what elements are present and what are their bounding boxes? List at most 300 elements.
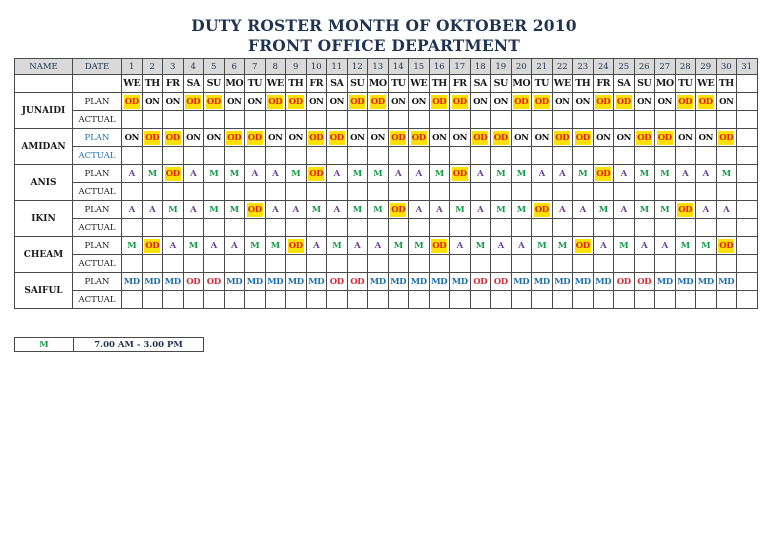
shift-cell [552, 273, 573, 291]
actual-cell [675, 255, 696, 273]
actual-cell [142, 219, 163, 237]
actual-cell [286, 183, 307, 201]
shift-code: OD [596, 168, 611, 179]
shift-code: OD [514, 96, 529, 107]
header-date-number: 13 [368, 59, 389, 75]
shift-code: OD [268, 96, 283, 107]
shift-cell [552, 165, 573, 183]
shift-cell [122, 93, 143, 111]
shift-cell [327, 93, 348, 111]
shift-code: A [231, 240, 238, 251]
actual-cell [552, 291, 573, 309]
shift-cell [470, 273, 491, 291]
shift-code: M [414, 240, 424, 251]
actual-cell [470, 255, 491, 273]
actual-cell [634, 255, 655, 273]
header-date-number: 26 [634, 59, 655, 75]
weekday-cell: SU [634, 75, 655, 93]
shift-cell [409, 129, 430, 147]
actual-cell [470, 147, 491, 165]
actual-cell [183, 291, 204, 309]
shift-code: M [373, 168, 383, 179]
actual-cell [450, 255, 471, 273]
shift-cell [737, 165, 758, 183]
weekday-cell [737, 75, 758, 93]
shift-code: ON [698, 132, 713, 143]
shift-code: ON [473, 96, 488, 107]
shift-cell [716, 165, 737, 183]
shift-code: A [128, 204, 135, 215]
weekday-cell: SA [327, 75, 348, 93]
shift-cell [696, 237, 717, 255]
actual-cell [183, 183, 204, 201]
shift-code: OD [227, 132, 242, 143]
actual-cell [593, 291, 614, 309]
shift-code: MD [656, 276, 673, 287]
plan-label: PLAN [73, 201, 122, 219]
shift-cell [204, 237, 225, 255]
actual-cell [675, 147, 696, 165]
staff-actual-row [15, 183, 758, 201]
actual-cell [327, 111, 348, 129]
weekday-cell: TH [429, 75, 450, 93]
staff-plan-row [15, 201, 758, 219]
actual-cell [122, 219, 143, 237]
shift-cell [409, 165, 430, 183]
legend-shift-time: 7.00 AM - 3.00 PM [74, 338, 204, 352]
actual-cell [347, 111, 368, 129]
actual-cell [573, 219, 594, 237]
header-date-number: 12 [347, 59, 368, 75]
actual-cell [634, 183, 655, 201]
actual-cell [573, 255, 594, 273]
shift-cell [347, 165, 368, 183]
weekday-cell: TU [532, 75, 553, 93]
shift-code: M [496, 204, 506, 215]
shift-cell [675, 237, 696, 255]
header-date-number: 19 [491, 59, 512, 75]
shift-code: A [477, 168, 484, 179]
shift-code: M [516, 204, 526, 215]
shift-code: A [518, 240, 525, 251]
actual-cell [204, 183, 225, 201]
shift-code: OD [145, 240, 160, 251]
shift-code: ON [329, 96, 344, 107]
header-name: NAME [15, 59, 73, 75]
shift-cell [409, 201, 430, 219]
actual-cell [532, 147, 553, 165]
header-date-number: 4 [183, 59, 204, 75]
shift-cell [306, 129, 327, 147]
header-date-number: 1 [122, 59, 143, 75]
shift-code: OD [288, 96, 303, 107]
shift-code: M [188, 240, 198, 251]
shift-code: MD [144, 276, 161, 287]
actual-cell [306, 111, 327, 129]
shift-cell [655, 237, 676, 255]
actual-cell [593, 219, 614, 237]
shift-code: OD [575, 132, 590, 143]
shift-cell [265, 273, 286, 291]
actual-cell [716, 291, 737, 309]
shift-code: ON [288, 132, 303, 143]
shift-cell [429, 165, 450, 183]
actual-cell [573, 183, 594, 201]
header-date-number: 25 [614, 59, 635, 75]
shift-code: OD [411, 132, 426, 143]
actual-cell [142, 147, 163, 165]
shift-cell [163, 165, 184, 183]
actual-label: ACTUAL [73, 219, 122, 237]
staff-plan-row [15, 165, 758, 183]
shift-code: OD [616, 276, 631, 287]
actual-cell [737, 147, 758, 165]
shift-code: MD [390, 276, 407, 287]
shift-code: OD [637, 132, 652, 143]
actual-cell [532, 291, 553, 309]
actual-cell [696, 147, 717, 165]
weekday-cell: TU [245, 75, 266, 93]
shift-cell [409, 93, 430, 111]
shift-cell [368, 201, 389, 219]
actual-cell [573, 291, 594, 309]
shift-code: ON [719, 96, 734, 107]
actual-cell [347, 147, 368, 165]
shift-code: OD [186, 276, 201, 287]
shift-code: A [456, 240, 463, 251]
shift-cell [675, 201, 696, 219]
actual-cell [429, 255, 450, 273]
shift-code: M [229, 168, 239, 179]
shift-code: A [272, 168, 279, 179]
weekday-cell: TH [142, 75, 163, 93]
shift-cell [552, 237, 573, 255]
shift-cell [634, 93, 655, 111]
shift-code: M [291, 168, 301, 179]
shift-code: A [415, 204, 422, 215]
actual-cell [368, 291, 389, 309]
actual-cell [675, 111, 696, 129]
shift-cell [655, 273, 676, 291]
shift-cell [511, 273, 532, 291]
shift-cell [532, 273, 553, 291]
weekday-cell: FR [450, 75, 471, 93]
shift-code: A [415, 168, 422, 179]
actual-cell [388, 111, 409, 129]
weekday-cell: TH [573, 75, 594, 93]
shift-code: OD [555, 132, 570, 143]
shift-code: A [620, 168, 627, 179]
actual-cell [429, 147, 450, 165]
shift-cell [593, 237, 614, 255]
shift-cell [573, 165, 594, 183]
header-date-number: 9 [286, 59, 307, 75]
shift-code: ON [186, 132, 201, 143]
actual-cell [614, 183, 635, 201]
staff-actual-row [15, 255, 758, 273]
shift-code: A [292, 204, 299, 215]
shift-code: A [559, 204, 566, 215]
actual-cell [347, 183, 368, 201]
shift-code: A [313, 240, 320, 251]
actual-cell [634, 147, 655, 165]
actual-cell [511, 147, 532, 165]
actual-cell [429, 291, 450, 309]
actual-cell [388, 147, 409, 165]
shift-cell [142, 201, 163, 219]
actual-cell [716, 111, 737, 129]
shift-code: ON [247, 96, 262, 107]
actual-cell [429, 111, 450, 129]
actual-cell [265, 111, 286, 129]
shift-cell [634, 201, 655, 219]
shift-code: ON [657, 96, 672, 107]
actual-cell [122, 183, 143, 201]
actual-cell [163, 255, 184, 273]
shift-cell [286, 93, 307, 111]
shift-cell [245, 237, 266, 255]
shift-cell [286, 165, 307, 183]
shift-cell [388, 93, 409, 111]
actual-cell [122, 111, 143, 129]
actual-cell [409, 147, 430, 165]
actual-cell [265, 291, 286, 309]
shift-code: OD [350, 276, 365, 287]
shift-code: ON [575, 96, 590, 107]
shift-cell [593, 201, 614, 219]
shift-code: OD [637, 276, 652, 287]
actual-cell [655, 291, 676, 309]
shift-code: MD [697, 276, 714, 287]
shift-cell [183, 93, 204, 111]
shift-cell [122, 201, 143, 219]
shift-code: MD [123, 276, 140, 287]
actual-cell [491, 183, 512, 201]
shift-cell [675, 129, 696, 147]
shift-cell [245, 129, 266, 147]
actual-cell [368, 111, 389, 129]
shift-code: OD [288, 240, 303, 251]
actual-cell [122, 255, 143, 273]
shift-cell [224, 165, 245, 183]
shift-cell [183, 165, 204, 183]
shift-cell [347, 273, 368, 291]
shift-cell [388, 237, 409, 255]
shift-code: OD [678, 96, 693, 107]
actual-cell [368, 219, 389, 237]
shift-cell [163, 273, 184, 291]
shift-code: MD [554, 276, 571, 287]
shift-code: M [557, 240, 567, 251]
shift-cell [368, 129, 389, 147]
shift-code: MD [451, 276, 468, 287]
shift-cell [655, 201, 676, 219]
shift-cell [634, 273, 655, 291]
shift-code: ON [165, 96, 180, 107]
shift-cell [388, 273, 409, 291]
shift-code: MD [677, 276, 694, 287]
shift-code: OD [391, 132, 406, 143]
shift-cell [593, 93, 614, 111]
shift-code: OD [678, 204, 693, 215]
shift-code: OD [145, 132, 160, 143]
staff-actual-row [15, 291, 758, 309]
shift-code: OD [350, 96, 365, 107]
shift-code: M [639, 168, 649, 179]
shift-cell [142, 165, 163, 183]
actual-label: ACTUAL [73, 147, 122, 165]
shift-cell [368, 93, 389, 111]
duty-roster-table [14, 58, 758, 309]
shift-code: M [578, 168, 588, 179]
shift-cell [163, 129, 184, 147]
shift-cell [737, 129, 758, 147]
shift-cell [368, 237, 389, 255]
shift-cell [532, 129, 553, 147]
shift-cell [614, 201, 635, 219]
header-date-number: 24 [593, 59, 614, 75]
weekday-cell: TU [388, 75, 409, 93]
shift-cell [122, 273, 143, 291]
shift-cell [470, 165, 491, 183]
actual-cell [511, 111, 532, 129]
shift-cell [224, 237, 245, 255]
header-date-number: 18 [470, 59, 491, 75]
shift-code: A [641, 240, 648, 251]
shift-code: OD [206, 96, 221, 107]
shift-cell [737, 273, 758, 291]
header-date-number: 31 [737, 59, 758, 75]
shift-cell [450, 237, 471, 255]
actual-cell [716, 255, 737, 273]
shift-code: ON [432, 132, 447, 143]
shift-code: A [333, 204, 340, 215]
shift-cell [142, 93, 163, 111]
actual-cell [470, 183, 491, 201]
shift-cell [142, 129, 163, 147]
shift-cell [204, 165, 225, 183]
shift-cell [163, 237, 184, 255]
actual-cell [409, 183, 430, 201]
shift-code: ON [493, 96, 508, 107]
actual-cell [532, 219, 553, 237]
shift-code: OD [473, 276, 488, 287]
actual-cell [327, 291, 348, 309]
actual-cell [122, 291, 143, 309]
weekday-blank [73, 75, 122, 93]
shift-cell [675, 165, 696, 183]
shift-code: OD [575, 240, 590, 251]
weekday-cell: MO [511, 75, 532, 93]
shift-cell [470, 201, 491, 219]
shift-cell [224, 201, 245, 219]
header-date-number: 28 [675, 59, 696, 75]
shift-code: ON [596, 132, 611, 143]
actual-cell [142, 255, 163, 273]
shift-code: A [559, 168, 566, 179]
shift-code: M [332, 240, 342, 251]
actual-cell [532, 183, 553, 201]
shift-code: OD [124, 96, 139, 107]
shift-code: ON [206, 132, 221, 143]
actual-cell [655, 219, 676, 237]
actual-cell [491, 255, 512, 273]
actual-cell [183, 219, 204, 237]
shift-code: A [600, 240, 607, 251]
shift-cell [450, 93, 471, 111]
shift-code: ON [452, 132, 467, 143]
shift-code: A [190, 204, 197, 215]
shift-code: A [620, 204, 627, 215]
actual-cell [265, 255, 286, 273]
shift-code: OD [719, 240, 734, 251]
shift-cell [634, 129, 655, 147]
shift-cell [716, 129, 737, 147]
shift-code: A [149, 204, 156, 215]
shift-code: A [579, 204, 586, 215]
actual-cell [224, 219, 245, 237]
legend-shift-code: M [15, 338, 74, 352]
shift-code: OD [165, 132, 180, 143]
actual-cell [327, 255, 348, 273]
weekday-cell: TH [716, 75, 737, 93]
header-date: DATE [73, 59, 122, 75]
shift-cell [163, 201, 184, 219]
shift-code: OD [247, 204, 262, 215]
actual-cell [614, 219, 635, 237]
actual-cell [306, 147, 327, 165]
actual-cell [142, 111, 163, 129]
staff-plan-row [15, 237, 758, 255]
shift-cell [286, 201, 307, 219]
shift-code: M [352, 168, 362, 179]
actual-cell [532, 255, 553, 273]
shift-code: OD [534, 204, 549, 215]
shift-cell [634, 237, 655, 255]
actual-cell [511, 183, 532, 201]
shift-code: A [190, 168, 197, 179]
shift-cell [716, 273, 737, 291]
shift-cell [614, 237, 635, 255]
actual-cell [142, 291, 163, 309]
actual-cell [388, 183, 409, 201]
shift-cell [450, 273, 471, 291]
staff-actual-row [15, 147, 758, 165]
shift-cell [470, 129, 491, 147]
actual-cell [675, 183, 696, 201]
actual-cell [511, 291, 532, 309]
header-date-number: 30 [716, 59, 737, 75]
staff-actual-row [15, 219, 758, 237]
shift-code: MD [267, 276, 284, 287]
shift-cell [224, 273, 245, 291]
plan-label: PLAN [73, 237, 122, 255]
weekday-cell: MO [224, 75, 245, 93]
shift-code: MD [718, 276, 735, 287]
shift-cell [696, 129, 717, 147]
shift-cell [429, 201, 450, 219]
shift-cell [245, 201, 266, 219]
actual-cell [593, 183, 614, 201]
shift-cell [204, 93, 225, 111]
actual-cell [716, 183, 737, 201]
shift-code: OD [165, 168, 180, 179]
shift-code: M [660, 204, 670, 215]
shift-cell [122, 165, 143, 183]
shift-code: OD [719, 132, 734, 143]
header-row [15, 59, 758, 75]
weekday-cell: MO [368, 75, 389, 93]
